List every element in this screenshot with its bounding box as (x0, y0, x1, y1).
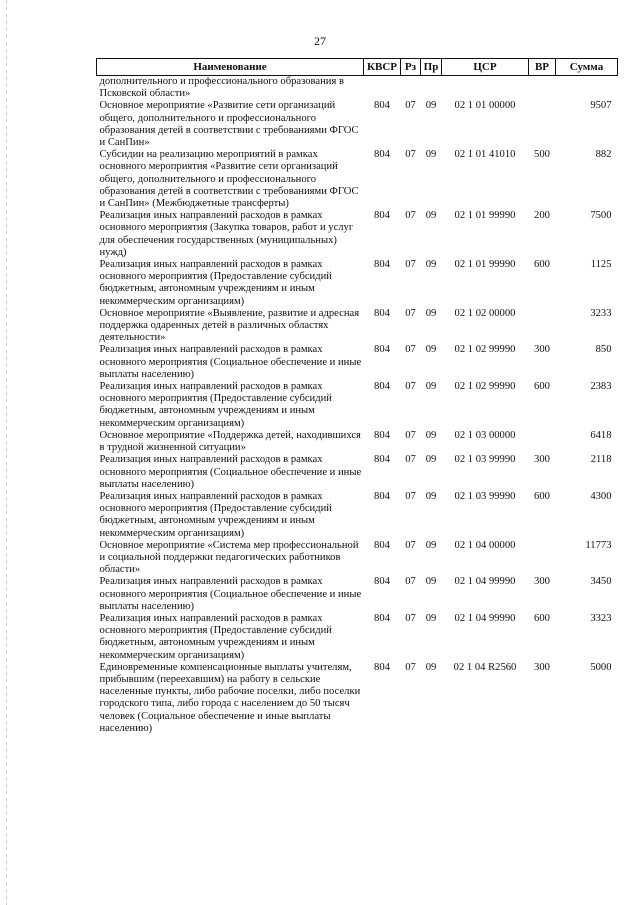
row-sum: 5000 (590, 661, 612, 673)
row-rz: 07 (405, 100, 416, 112)
row-rz: 07 (405, 576, 416, 588)
table-row (97, 344, 618, 381)
row-kvsr: 804 (374, 661, 390, 673)
row-rz: 07 (405, 259, 416, 271)
table-row (97, 149, 618, 210)
header-pr: Пр (421, 59, 442, 76)
row-csr: 02 1 03 99990 (454, 454, 516, 466)
row-sum: 3323 (590, 612, 612, 624)
row-sum: 850 (595, 344, 612, 356)
row-csr: 02 1 03 00000 (454, 429, 516, 441)
row-sum: 7500 (590, 210, 612, 222)
row-vr: 300 (534, 454, 550, 466)
header-sum: Сумма (556, 59, 618, 76)
row-sum: 9507 (590, 100, 612, 112)
row-csr: 02 1 01 41010 (454, 149, 516, 161)
row-rz: 07 (405, 612, 416, 624)
table-row (97, 430, 618, 454)
row-kvsr: 804 (374, 100, 390, 112)
row-rz: 07 (405, 429, 416, 441)
table-row (97, 662, 618, 735)
row-pr: 09 (425, 539, 437, 551)
row-rz: 07 (405, 381, 416, 393)
row-kvsr: 804 (374, 210, 390, 222)
row-name: Реализация иных направлений расходов в рамках основного мероприятия (Предоставление субсидий бюджетным, автономным учреждениям и иным некоммерческим организациям) (99, 259, 332, 307)
row-pr: 09 (425, 454, 437, 466)
row-csr: 02 1 04 99990 (454, 612, 516, 624)
row-kvsr: 804 (374, 381, 390, 393)
row-rz: 07 (405, 149, 416, 161)
row-pr: 09 (425, 381, 437, 393)
row-vr: 300 (534, 661, 550, 673)
header-csr: ЦСР (442, 59, 529, 76)
row-sum: 4300 (590, 490, 612, 502)
table-row (97, 613, 618, 662)
row-sum: 1125 (590, 259, 612, 271)
row-rz: 07 (405, 454, 416, 466)
row-kvsr: 804 (374, 539, 390, 551)
row-vr: 500 (534, 149, 550, 161)
row-csr: 02 1 02 99990 (454, 344, 516, 356)
row-kvsr: 804 (374, 612, 390, 624)
table-header-row (97, 59, 618, 76)
row-vr: 600 (534, 612, 550, 624)
row-csr: 02 1 01 00000 (454, 100, 516, 112)
row-pr: 09 (425, 100, 437, 112)
row-name: Реализация иных направлений расходов в рамках основного мероприятия (Социальное обеспечение и иные выплаты населению) (99, 344, 362, 380)
row-kvsr: 804 (374, 576, 390, 588)
row-pr: 09 (425, 344, 437, 356)
table-row (97, 100, 618, 149)
table-row (97, 308, 618, 345)
row-csr: 02 1 04 00000 (454, 539, 516, 551)
row-kvsr: 804 (374, 307, 390, 319)
table-row (97, 454, 618, 491)
row-name: Основное мероприятие «Поддержка детей, находившихся в трудной жизненной ситуации» (99, 429, 361, 454)
table-row (97, 576, 618, 613)
scan-margin-line (6, 0, 7, 905)
row-name: Основное мероприятие «Система мер профессиональной и социальной поддержки педагогических работников области» (99, 539, 359, 576)
row-pr: 09 (425, 259, 437, 271)
table-row (97, 259, 618, 308)
row-vr (529, 430, 556, 454)
row-name: Реализация иных направлений расходов в рамках основного мероприятия (Предоставление субсидий бюджетным, автономным учреждениям и иным некоммерческим организациям) (99, 490, 332, 539)
row-sum: 3450 (590, 576, 612, 588)
row-vr: 300 (534, 344, 550, 356)
row-rz: 07 (405, 539, 416, 551)
row-rz: 07 (405, 344, 416, 356)
row-vr: 600 (534, 259, 550, 271)
row-name: Реализация иных направлений расходов в рамках основного мероприятия (Социальное обеспечение и иные выплаты населению) (99, 576, 362, 612)
header-name: Наименование (97, 59, 364, 76)
row-vr: 300 (534, 576, 550, 588)
row-name: Единовременные компенсационные выплаты учителям, прибывшим (переехавшим) на работу в сельские населенные пункты, либо рабочие поселки, либо поселки городского типа, либо города с населением до 50 тысяч человек (Социальное обеспечение и иные выплаты населению) (99, 661, 361, 734)
row-sum: 6418 (590, 429, 612, 441)
row-name: Субсидии на реализацию мероприятий в рамках основного мероприятия «Развитие сети организаций общего, дополнительного и профессионального образования детей в соответствии с требованиями ФГОС и СанПин» (Межбюджетные трансферты) (99, 149, 359, 210)
row-vr (529, 540, 556, 577)
row-csr: 02 1 02 99990 (454, 381, 516, 393)
row-name: Реализация иных направлений расходов в рамках основного мероприятия (Предоставление субсидий бюджетным, автономным учреждениям и иным некоммерческим организациям) (99, 612, 332, 661)
row-pr: 09 (425, 661, 437, 673)
row-sum: 2118 (590, 454, 612, 466)
row-kvsr: 804 (374, 429, 390, 441)
row-kvsr: 804 (374, 344, 390, 356)
row-kvsr: 804 (374, 259, 390, 271)
header-kvsr: КВСР (364, 59, 401, 76)
continuation-text: дополнительного и профессионального образования в Псковской области» (99, 76, 344, 100)
row-pr: 09 (425, 429, 437, 441)
row-pr: 09 (425, 612, 437, 624)
row-name: Реализация иных направлений расходов в рамках основного мероприятия (Закупка товаров, работ и услуг для обеспечения государственных (муниципальных) нужд) (99, 210, 354, 258)
header-rz: Рз (401, 59, 421, 76)
row-sum: 11773 (585, 539, 612, 551)
row-sum: 882 (595, 149, 612, 161)
row-name: Реализация иных направлений расходов в рамках основного мероприятия (Социальное обеспечение и иные выплаты населению) (99, 454, 362, 490)
table-row (97, 540, 618, 577)
row-pr: 09 (425, 307, 437, 319)
row-pr: 09 (425, 576, 437, 588)
row-kvsr: 804 (374, 454, 390, 466)
row-csr: 02 1 04 R2560 (453, 661, 517, 673)
row-vr: 600 (534, 490, 550, 502)
header-vr: ВР (529, 59, 556, 76)
row-rz: 07 (405, 210, 416, 222)
row-vr (529, 308, 556, 345)
row-csr: 02 1 01 99990 (454, 259, 516, 271)
row-kvsr: 804 (374, 490, 390, 502)
row-csr: 02 1 04 99990 (454, 576, 516, 588)
row-sum: 3233 (590, 307, 612, 319)
row-rz: 07 (405, 307, 416, 319)
table-row (97, 381, 618, 430)
row-pr: 09 (425, 490, 437, 502)
budget-table (96, 58, 618, 735)
row-vr: 600 (534, 381, 550, 393)
row-pr: 09 (425, 149, 437, 161)
row-pr: 09 (425, 210, 437, 222)
table-row (97, 210, 618, 259)
row-name: Реализация иных направлений расходов в рамках основного мероприятия (Предоставление субсидий бюджетным, автономным учреждениям и иным некоммерческим организациям) (99, 381, 332, 429)
row-csr: 02 1 01 99990 (454, 210, 516, 222)
row-rz: 07 (405, 490, 416, 502)
row-rz: 07 (405, 661, 416, 673)
row-kvsr: 804 (374, 149, 390, 161)
row-vr: 200 (534, 210, 550, 222)
table-row (97, 491, 618, 540)
continuation-row (97, 76, 618, 101)
row-csr: 02 1 02 00000 (454, 307, 516, 319)
row-csr: 02 1 03 99990 (454, 490, 516, 502)
row-vr (529, 100, 556, 149)
row-name: Основное мероприятие «Развитие сети организаций общего, дополнительного и профессионального образования детей в соответствии с требованиями ФГОС и СанПин» (99, 100, 359, 149)
page-number: 27 (314, 34, 326, 48)
row-name: Основное мероприятие «Выявление, развитие и адресная поддержка одаренных детей в различных областях деятельности» (99, 307, 360, 344)
row-sum: 2383 (590, 381, 612, 393)
